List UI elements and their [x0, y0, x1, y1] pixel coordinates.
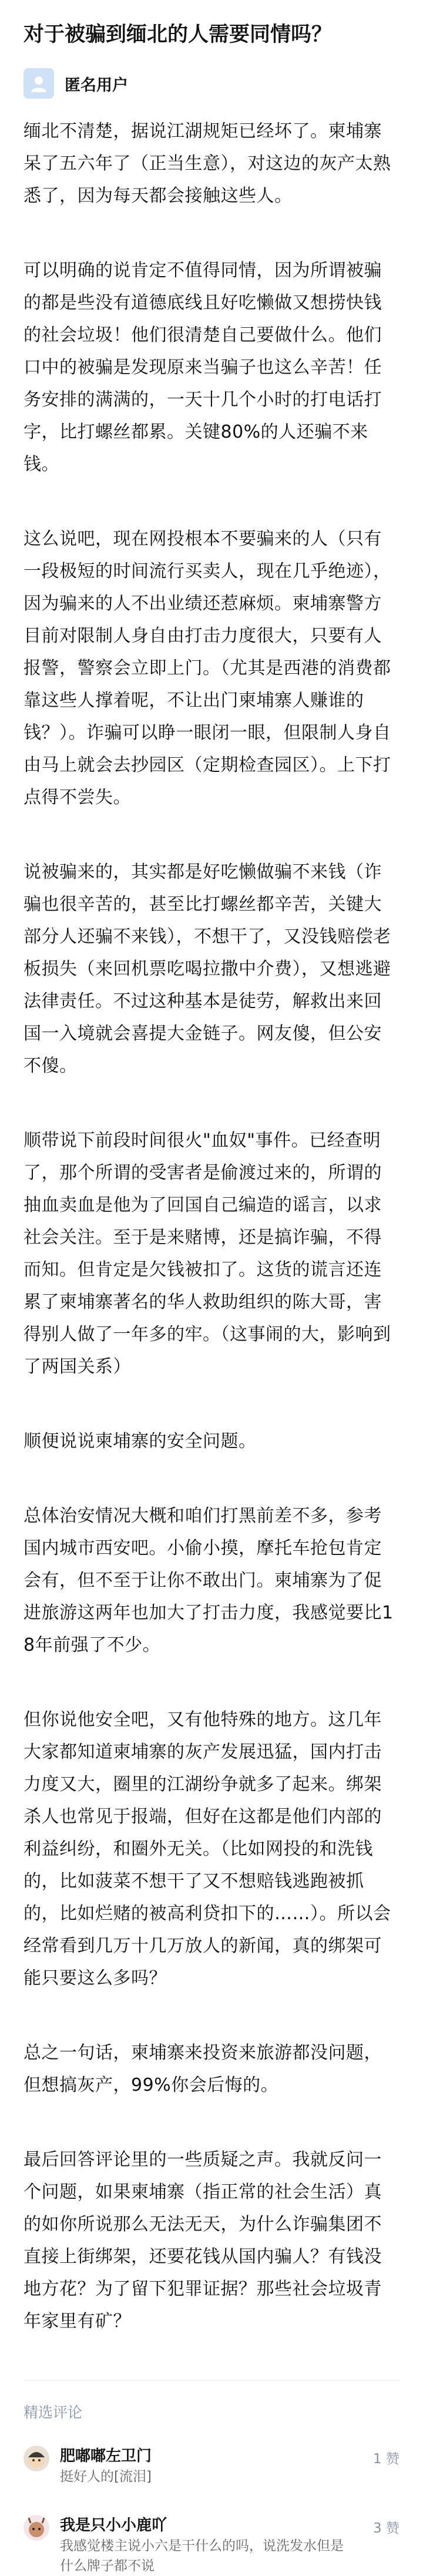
- answer-paragraph: 可以明确的说肯定不值得同情，因为所谓被骗的都是些没有道德底线且好吃懒做又想捞快钱的社会垃圾！他们很清楚自己要做什么。他们口中的被骗是发现原来当骗子也这么辛苦！任务安排的满满的，一天十几个小时的打电话打字，比打螺丝都累。关键80%的人还骗不来钱。: [24, 260, 382, 475]
- comment-body: [60, 2446, 400, 2500]
- comment-text: 我感觉楼主说小六是干什么的吗，说洗发水但是什么牌子都不说: [60, 2538, 344, 2574]
- answer-paragraph: 但你说他安全吧，又有他特殊的地方。这几年大家都知道柬埔寨的灰产发展迅猛，国内打击力度又大，圈里的江湖纷争就多了起来。绑架杀人也常见于报端，但好在这都是他们内部的利益纠纷，和圈外无关。（比如网投的和洗钱的，比如菠菜不想干了又不想赔钱逃跑被抓的，比如烂赌的被高利贷扣下的……）。所以会经常看到几万十几万放人的新闻，真的绑架可能只要这么多吗？: [24, 1710, 391, 1989]
- comment-item[interactable]: [0, 2430, 423, 2500]
- comment-text: 挺好人的[流泪]: [60, 2469, 152, 2484]
- answer-content: [0, 100, 423, 2337]
- answer-paragraph: 总体治安情况大概和咱们打黑前差不多，参考国内城市西安吧。小偷小摸，摩托车抢包肯定会有，但不至于让你不敢出门。柬埔寨为了促进旅游这两年也加大了打击力度，我感觉要比18年前强了不少。: [24, 1506, 394, 1655]
- question-title[interactable]: 对于被骗到缅北的人需要同情吗？: [24, 23, 333, 46]
- comment-author-name[interactable]: 肥嘟嘟左卫门: [60, 2447, 152, 2465]
- author-name[interactable]: 匿名用户: [65, 76, 128, 95]
- comment-item[interactable]: [0, 2500, 423, 2574]
- comment-body: [60, 2515, 400, 2574]
- answer-paragraph: 说被骗来的，其实都是好吃懒做骗不来钱（诈骗也很辛苦的，甚至比打螺丝都辛苦，关键大部分人还骗不来钱），不想干了，又没钱赔偿老板损失（来回机票吃喝拉撒中介费），又想逃避法律责任。不过这种基本是徒劳，解救出来回国一入境就会喜提大金链子。网友傻，但公安不傻。: [24, 862, 391, 1076]
- answer-paragraph: 这么说吧，现在网投根本不要骗来的人（只有一段极短的时间流行买卖人，现在几乎绝迹），因为骗来的人不出业绩还惹麻烦。柬埔寨警方目前对限制人身自由打击力度很大，只要有人报警，警察会立即上门。（尤其是西港的消费都靠这些人撑着呢，不让出门柬埔寨人赚谁的钱？）。诈骗可以睁一眼闭一眼，但限制人身自由马上就会去抄园区（定期检查园区）。上下打点得不尝失。: [24, 529, 391, 808]
- comments-section-title: 精选评论: [24, 2404, 83, 2421]
- answer-paragraph: 总之一句话，柬埔寨来投资来旅游都没问题，但想搞灰产，99%你会后悔的。: [24, 2043, 382, 2095]
- comment-like-count[interactable]: 1 赞: [373, 2451, 400, 2467]
- cartoon-avatar-icon[interactable]: [24, 2446, 49, 2471]
- author-row[interactable]: [0, 49, 423, 100]
- answer-paragraph: 最后回答评论里的一些质疑之声。我就反问一个问题，如果柬埔寨（指正常的社会生活）真的如你所说那么无法无天，为什么诈骗集团不直接上街绑架，还要花钱从国内骗人？有钱没地方花？为了留下犯罪证据？那些社会垃圾青年家里有矿？: [24, 2150, 382, 2332]
- comment-author-name[interactable]: 我是只小小鹿吖: [60, 2517, 167, 2534]
- answer-paragraph: 顺便说说柬埔寨的安全问题。: [24, 1431, 257, 1452]
- anonymous-user-icon[interactable]: [24, 68, 54, 99]
- deer-avatar-icon[interactable]: [24, 2515, 49, 2541]
- comment-like-count[interactable]: 3 赞: [373, 2521, 400, 2536]
- answer-paragraph: 缅北不清楚，据说江湖规矩已经坏了。柬埔寨呆了五六年了（正当生意），对这边的灰产太熟悉了，因为每天都会接触这些人。: [24, 121, 391, 206]
- answer-paragraph: 顺带说下前段时间很火"血奴"事件。已经查明了，那个所谓的受害者是偷渡过来的，所谓的抽血卖血是他为了回国自己编造的谣言，以求社会关注。至于是来赌博，还是搞诈骗，不得而知。但肯定是欠钱被扣了。这货的谎言还连累了柬埔寨著名的华人救助组织的陈大哥，害得别人做了一年多的牢。（这事闹的大，影响到了两国关系）: [24, 1130, 391, 1377]
